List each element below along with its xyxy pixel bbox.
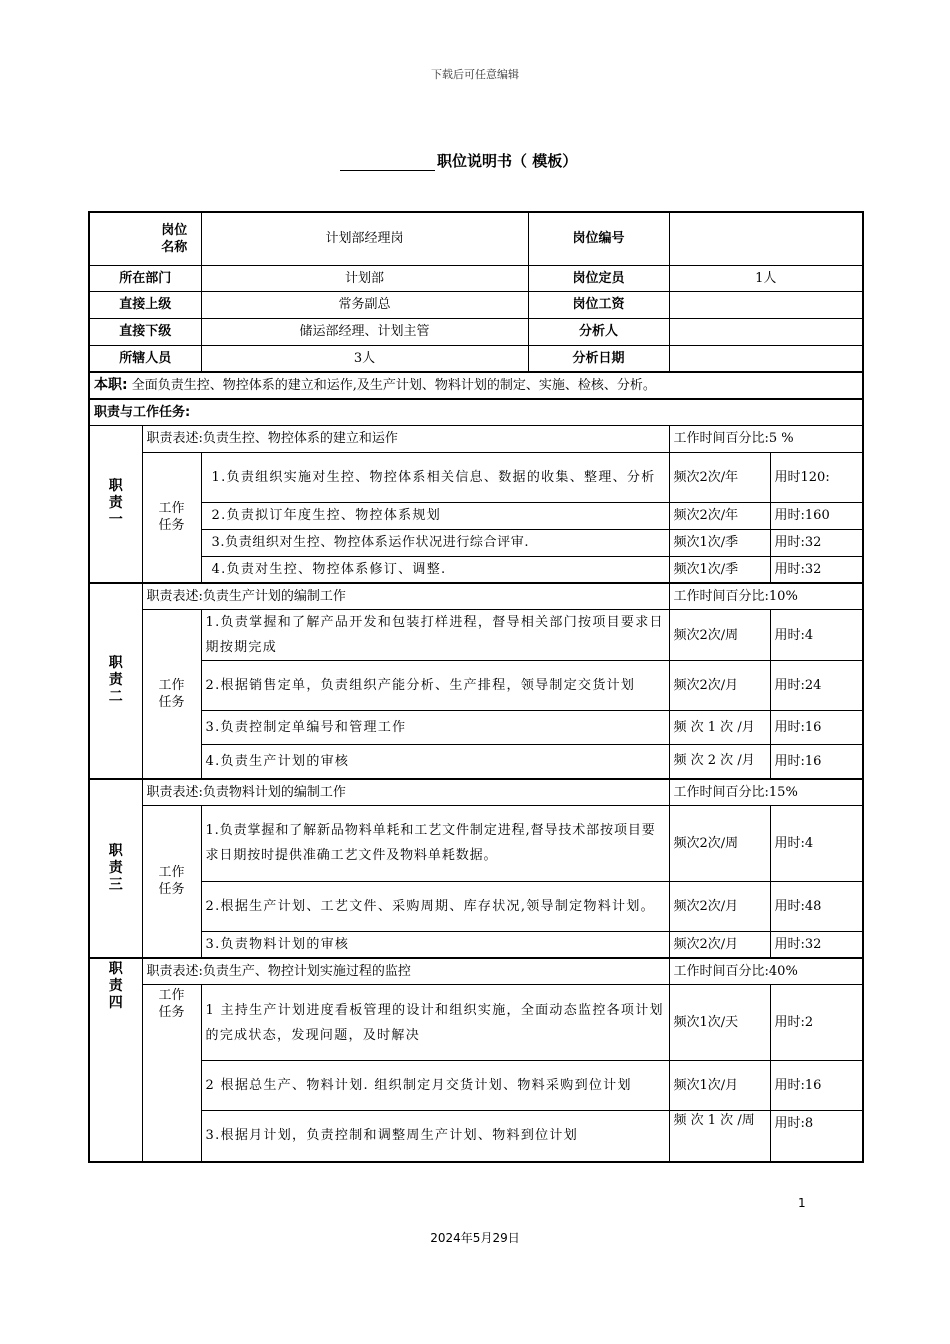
duty-2-task-2-hours: 用时:24 xyxy=(770,661,863,711)
duty-4-task-3 xyxy=(89,1111,863,1162)
subordinate-label: 直接下级 xyxy=(89,318,201,345)
duty-4-task-3-text: 3.根据月计划，负责控制和调整周生产计划、物料到位计划 xyxy=(201,1111,669,1162)
job-description-table xyxy=(88,211,864,1163)
duty-2-task-1-freq: 频次2次/周 xyxy=(669,610,770,661)
duty-1-task-2-text: 2.负责拟订年度生控、物控体系规划 xyxy=(201,502,669,529)
duty-2-task-3-freq: 频 次 1 次 /月 xyxy=(669,711,770,745)
duty-2-task-4-hours: 用时:16 xyxy=(770,745,863,779)
duty-3-task-3-text: 3.负责物料计划的审核 xyxy=(201,931,669,958)
duty-3-task-1-text: 1.负责掌握和了解新品物料单耗和工艺文件制定进程,督导技术部按项目要求日期按时提供准确工艺文件及物料单耗数据。 xyxy=(201,805,669,881)
headcount-label: 岗位定员 xyxy=(528,265,669,291)
duty-2-task-1 xyxy=(89,610,863,661)
duty-2-task-2-text: 2.根据销售定单，负责组织产能分析、生产排程，领导制定交货计划 xyxy=(201,661,669,711)
role-cell xyxy=(89,372,863,399)
header-note: 下载后可任意编辑 xyxy=(431,68,519,81)
role-row xyxy=(89,372,863,399)
duty-4-task-2-freq: 频次1次/月 xyxy=(669,1061,770,1111)
duty-1-desc-row xyxy=(89,425,863,452)
duty-1-task-4 xyxy=(89,556,863,583)
duty-1-task-1-text: 1.负责组织实施对生控、物控体系相关信息、数据的收集、整理、分析 xyxy=(201,452,669,502)
duty-2-pct: 工作时间百分比:10% xyxy=(669,583,863,610)
duty-1-pct: 工作时间百分比:5 % xyxy=(669,425,863,452)
duty-3-task-3 xyxy=(89,931,863,958)
duty-4-task-label xyxy=(142,985,201,1162)
duty-3-task-3-freq: 频次2次/月 xyxy=(669,931,770,958)
duty-2-name: 职责二 xyxy=(108,655,123,706)
page-number: 1 xyxy=(798,1196,806,1210)
duty-4-task-1-hours: 用时:2 xyxy=(770,985,863,1061)
dept-value: 计划部 xyxy=(201,265,528,291)
duty-2-task-4-freq: 频 次 2 次 /月 xyxy=(669,745,770,779)
duty-1-task-1-freq: 频次2次/年 xyxy=(669,452,770,502)
duty-1-task-4-freq: 频次1次/季 xyxy=(669,556,770,583)
duty-4-name: 职责四 xyxy=(108,961,123,1011)
duty-2-task-4-text: 4.负责生产计划的审核 xyxy=(201,745,669,779)
duty-1-task-3 xyxy=(89,529,863,556)
duty-3-task-label-text: 工作任务 xyxy=(158,865,185,898)
post-code-label: 岗位编号 xyxy=(528,212,669,265)
superior-value: 常务副总 xyxy=(201,291,528,318)
duty-4-task-3-hours: 用时:8 xyxy=(770,1111,863,1162)
duty-1-task-3-text: 3.负责组织对生控、物控体系运作状况进行综合评审. xyxy=(201,529,669,556)
duty-4-task-3-freq: 频 次 1 次 /周 xyxy=(669,1111,770,1162)
duty-2-task-2 xyxy=(89,661,863,711)
duty-1-task-label xyxy=(142,452,201,583)
analysis-date-label: 分析日期 xyxy=(528,345,669,372)
duty-2-desc-row xyxy=(89,583,863,610)
duty-1-task-3-freq: 频次1次/季 xyxy=(669,529,770,556)
subordinate-value: 储运部经理、计划主管 xyxy=(201,318,528,345)
duty-4-task-2-text: 2 根据总生产、物料计划. 组织制定月交货计划、物料采购到位计划 xyxy=(201,1061,669,1111)
salary-label: 岗位工资 xyxy=(528,291,669,318)
duty-3-desc-row xyxy=(89,779,863,806)
duty-2-task-label-text: 工作任务 xyxy=(158,677,185,710)
duty-2-task-1-hours: 用时:4 xyxy=(770,610,863,661)
duty-4-desc-row xyxy=(89,958,863,985)
duty-3-task-1-hours: 用时:4 xyxy=(770,805,863,881)
duty-1-task-4-hours: 用时:32 xyxy=(770,556,863,583)
duty-2-task-3-hours: 用时:16 xyxy=(770,711,863,745)
post-name-label: 岗位名称 xyxy=(89,212,201,265)
duties-header: 职责与工作任务: xyxy=(89,399,863,426)
info-row-staff xyxy=(89,345,863,372)
duty-4-task-2 xyxy=(89,1061,863,1111)
duty-3-task-1 xyxy=(89,805,863,881)
duty-3-pct: 工作时间百分比:15% xyxy=(669,779,863,806)
headcount-value: 1人 xyxy=(669,265,863,291)
duty-1-task-4-text: 4.负责对生控、物控体系修订、调整. xyxy=(201,556,669,583)
duty-1-task-1 xyxy=(89,452,863,502)
info-row-superior xyxy=(89,291,863,318)
duty-4-task-label-text: 工作任务 xyxy=(158,988,185,1020)
info-row-post-name xyxy=(89,212,863,265)
duty-1-cell xyxy=(89,425,142,583)
duty-4-task-2-hours: 用时:16 xyxy=(770,1061,863,1111)
duty-2-task-1-text: 1.负责掌握和了解产品开发和包装打样进程，督导相关部门按项目要求日期按期完成 xyxy=(201,610,669,661)
info-row-dept xyxy=(89,265,863,291)
analysis-date-value xyxy=(669,345,863,372)
duty-1-task-label-text: 工作任务 xyxy=(158,501,185,534)
duty-4-pct: 工作时间百分比:40% xyxy=(669,958,863,985)
salary-value xyxy=(669,291,863,318)
duty-2-task-label xyxy=(142,610,201,779)
duty-3-cell xyxy=(89,779,142,959)
role-text: 全面负责生控、物控体系的建立和运作,及生产计划、物料计划的制定、实施、检核、分析。 xyxy=(127,377,656,393)
duty-3-name: 职责三 xyxy=(108,842,123,893)
duty-1-task-2-freq: 频次2次/年 xyxy=(669,502,770,529)
duty-3-task-label xyxy=(142,805,201,958)
post-code-value xyxy=(669,212,863,265)
duty-1-task-2-hours: 用时:160 xyxy=(770,502,863,529)
duty-4-cell xyxy=(89,958,142,1162)
staff-label: 所辖人员 xyxy=(89,345,201,372)
duty-2-desc: 职责表述:负责生产计划的编制工作 xyxy=(142,583,669,610)
info-row-subordinate xyxy=(89,318,863,345)
superior-label: 直接上级 xyxy=(89,291,201,318)
duty-3-task-3-hours: 用时:32 xyxy=(770,931,863,958)
duty-3-desc: 职责表述:负责物料计划的编制工作 xyxy=(142,779,669,806)
duties-header-row xyxy=(89,399,863,426)
duty-2-task-4 xyxy=(89,745,863,779)
duty-1-task-3-hours: 用时:32 xyxy=(770,529,863,556)
duty-3-task-2-text: 2.根据生产计划、工艺文件、采购周期、库存状况,领导制定物料计划。 xyxy=(201,881,669,931)
duty-2-task-3 xyxy=(89,711,863,745)
title-blank-line xyxy=(340,154,435,171)
duty-4-task-1-freq: 频次1次/天 xyxy=(669,985,770,1061)
duty-1-task-2 xyxy=(89,502,863,529)
document-title xyxy=(340,150,577,172)
staff-value: 3人 xyxy=(201,345,528,372)
dept-label: 所在部门 xyxy=(89,265,201,291)
duty-1-desc: 职责表述:负责生控、物控体系的建立和运作 xyxy=(142,425,669,452)
role-label: 本职: xyxy=(94,376,128,393)
post-name-value: 计划部经理岗 xyxy=(201,212,528,265)
duty-3-task-2 xyxy=(89,881,863,931)
duty-3-task-2-freq: 频次2次/月 xyxy=(669,881,770,931)
title-text: 职位说明书（ 模板） xyxy=(437,152,578,170)
duty-2-task-2-freq: 频次2次/月 xyxy=(669,661,770,711)
analyst-value xyxy=(669,318,863,345)
duty-1-name: 职责一 xyxy=(108,478,123,529)
duty-4-task-1-text: 1 主持生产计划进度看板管理的设计和组织实施，全面动态监控各项计划的完成状态，发现问题，及时解决 xyxy=(201,985,669,1061)
footer-date: 2024年5月29日 xyxy=(430,1231,520,1245)
duty-1-task-1-hours: 用时120: xyxy=(770,452,863,502)
analyst-label: 分析人 xyxy=(528,318,669,345)
duty-4-task-1 xyxy=(89,985,863,1061)
duty-3-task-1-freq: 频次2次/周 xyxy=(669,805,770,881)
duty-4-desc: 职责表述:负责生产、物控计划实施过程的监控 xyxy=(142,958,669,985)
duty-2-cell xyxy=(89,583,142,779)
duty-3-task-2-hours: 用时:48 xyxy=(770,881,863,931)
duty-2-task-3-text: 3.负责控制定单编号和管理工作 xyxy=(201,711,669,745)
